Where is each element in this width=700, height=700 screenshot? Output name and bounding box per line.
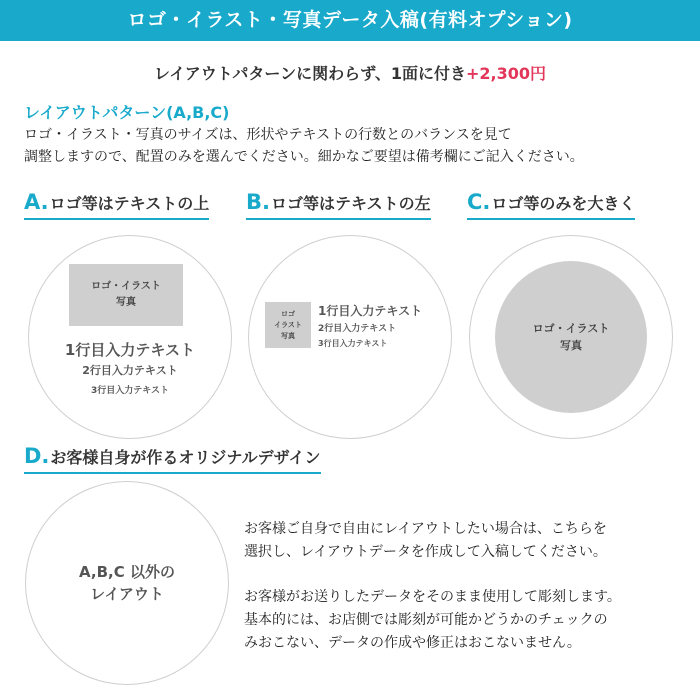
header-banner [0, 0, 700, 41]
pattern-c-logo-placeholder [495, 261, 647, 413]
pattern-b-text-line3: 3行目入力テキスト [318, 339, 388, 348]
d-description-line: 選択し、レイアウトデータを作成して入稿してください。 [244, 544, 607, 560]
logo-label: ロゴ・イラスト [532, 322, 610, 335]
description [24, 124, 684, 168]
pattern-c-letter: C. [467, 190, 491, 214]
pattern-b-title[interactable] [246, 190, 431, 220]
pattern-a-text-line2: 2行目入力テキスト [82, 364, 178, 377]
header-title: ロゴ・イラスト・写真データ入稿(有料オプション) [127, 9, 573, 31]
logo-label: ロゴ [281, 309, 295, 318]
pattern-d-letter: D. [24, 444, 50, 468]
logo-label: イラスト [274, 320, 302, 329]
d-description-line: 基本的には、お店側では彫刻が可能かどうかのチェックの [244, 612, 608, 628]
d-description-line: お客様がお送りしたデータをそのまま使用して彫刻します。 [244, 589, 621, 605]
pattern-a-logo-placeholder [69, 264, 183, 326]
pattern-d-label: お客様自身が作るオリジナルデザイン [50, 448, 321, 467]
logo-label: 写真 [560, 339, 582, 352]
pattern-d-circle[interactable] [25, 481, 229, 685]
pattern-a-label: ロゴ等はテキストの上 [49, 194, 210, 213]
logo-label: 写真 [116, 297, 136, 308]
pattern-d-circle-text: A,B,C 以外の [79, 563, 175, 581]
pattern-a-title[interactable] [24, 190, 209, 220]
section-title: レイアウトパターン(A,B,C) [24, 103, 230, 122]
pattern-b-label: ロゴ等はテキストの左 [270, 194, 431, 213]
pattern-b-letter: B. [246, 190, 270, 214]
price-text: レイアウトパターンに関わらず、1面に付き [154, 64, 466, 83]
logo-label: ロゴ・イラスト [91, 281, 161, 292]
description-line: ロゴ・イラスト・写真のサイズは、形状やテキストの行数とのバランスを見て [24, 127, 512, 143]
pattern-d-description-2 [244, 586, 684, 655]
pattern-a-text-line1: 1行目入力テキスト [64, 341, 196, 359]
pattern-a-letter: A. [24, 190, 49, 214]
pattern-d-circle-text: レイアウト [90, 585, 164, 603]
pattern-b-logo-placeholder [265, 302, 311, 348]
pattern-d-title[interactable] [24, 444, 321, 474]
d-description-line: みおこない、データの作成や修正はおこないません。 [244, 635, 581, 651]
description-line: 調整しますので、配置のみを選んでください。細かなご要望は備考欄にご記入ください。 [24, 149, 584, 165]
pattern-c-label: ロゴ等のみを大きく [491, 194, 636, 213]
pattern-a-text-line3: 3行目入力テキスト [90, 386, 170, 396]
d-description-line: お客様ご自身で自由にレイアウトしたい場合は、こちらを [244, 521, 607, 537]
logo-label: 写真 [281, 331, 295, 340]
price-amount: +2,300円 [465, 64, 546, 83]
pattern-d-description-1 [244, 518, 684, 564]
price-line [0, 61, 700, 84]
pattern-c-title[interactable] [467, 190, 635, 220]
pattern-b-text-line1: 1行目入力テキスト [318, 304, 423, 318]
pattern-b-text-line2: 2行目入力テキスト [318, 324, 397, 334]
